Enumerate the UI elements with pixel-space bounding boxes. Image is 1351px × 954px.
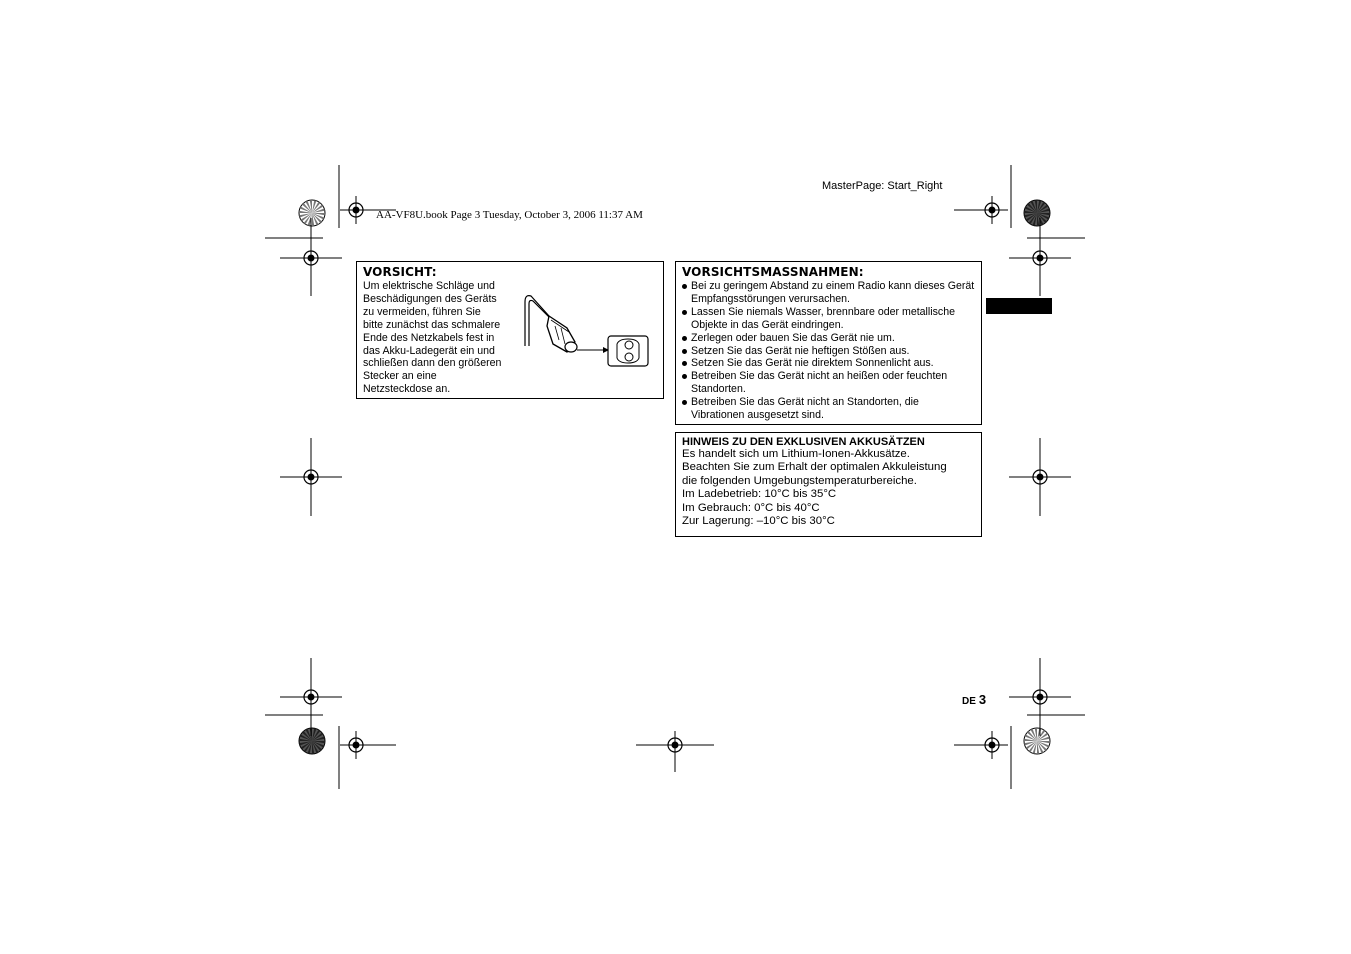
list-item: Betreiben Sie das Gerät nicht an heißen oder feuchten Standorten. <box>682 370 975 396</box>
hinweis-line: Im Gebrauch: 0°C bis 40°C <box>682 501 820 514</box>
list-item: Betreiben Sie das Gerät nicht an Standorten, die Vibrationen ausgesetzt sind. <box>682 396 975 422</box>
list-item: Setzen Sie das Gerät nie heftigen Stößen aus. <box>682 345 975 358</box>
page-number-value: 3 <box>978 692 987 707</box>
star-target-icon <box>299 728 325 754</box>
vorsicht-line: zu vermeiden, führen Sie <box>363 305 481 318</box>
list-item: Zerlegen oder bauen Sie das Gerät nie um. <box>682 332 975 345</box>
master-page-label: MasterPage: Start_Right <box>822 180 943 192</box>
hinweis-line: Im Ladebetrieb: 10°C bis 35°C <box>682 488 837 501</box>
vorsicht-line: Beschädigungen des Geräts <box>363 292 497 305</box>
hinweis-line: Es handelt sich um Lithium-Ionen-Akkusätze. <box>682 448 910 460</box>
hinweis-title: HINWEIS ZU DEN EXKLUSIVEN AKKUSÄTZEN <box>682 436 925 448</box>
book-info-line: AA-VF8U.book Page 3 Tuesday, October 3, 2006 11:37 AM <box>376 209 643 221</box>
vorsicht-title: VORSICHT: <box>363 265 437 279</box>
power-cord-plug-icon <box>517 290 653 374</box>
hinweis-box <box>675 432 982 537</box>
vorsicht-line: Um elektrische Schläge und <box>363 280 495 292</box>
list-item: Bei zu geringem Abstand zu einem Radio kann dieses Gerät Empfangsstörungen verursachen. <box>682 280 975 306</box>
page-number <box>962 691 986 709</box>
massnahmen-list <box>682 280 975 422</box>
vorsicht-text <box>363 280 513 396</box>
vorsicht-line: schließen dann den größeren <box>363 357 502 370</box>
hinweis-line: Beachten Sie zum Erhalt der optimalen Akkuleistung <box>682 461 947 474</box>
list-item: Setzen Sie das Gerät nie direktem Sonnenlicht aus. <box>682 357 975 370</box>
vorsicht-line: bitte zunächst das schmalere <box>363 318 501 331</box>
star-target-icon <box>1024 200 1050 226</box>
star-target-icon <box>1024 728 1050 754</box>
vorsicht-box <box>356 261 664 399</box>
massnahmen-title: VORSICHTSMASSNAHMEN: <box>682 265 864 279</box>
star-target-icon <box>299 200 325 226</box>
list-item: Lassen Sie niemals Wasser, brennbare oder metallische Objekte in das Gerät eindringen. <box>682 306 975 332</box>
hinweis-line: die folgenden Umgebungstemperaturbereiche. <box>682 474 917 487</box>
vorsichtsmassnahmen-box <box>675 261 982 425</box>
section-tab-marker <box>986 298 1052 314</box>
vorsicht-line: Netzsteckdose an. <box>363 383 451 396</box>
vorsicht-line: das Akku-Ladegerät ein und <box>363 344 495 357</box>
vorsicht-line: Stecker an eine <box>363 370 437 383</box>
hinweis-line: Zur Lagerung: –10°C bis 30°C <box>682 515 835 528</box>
language-code: DE <box>962 696 976 707</box>
vorsicht-line: Ende des Netzkabels fest in <box>363 331 495 344</box>
